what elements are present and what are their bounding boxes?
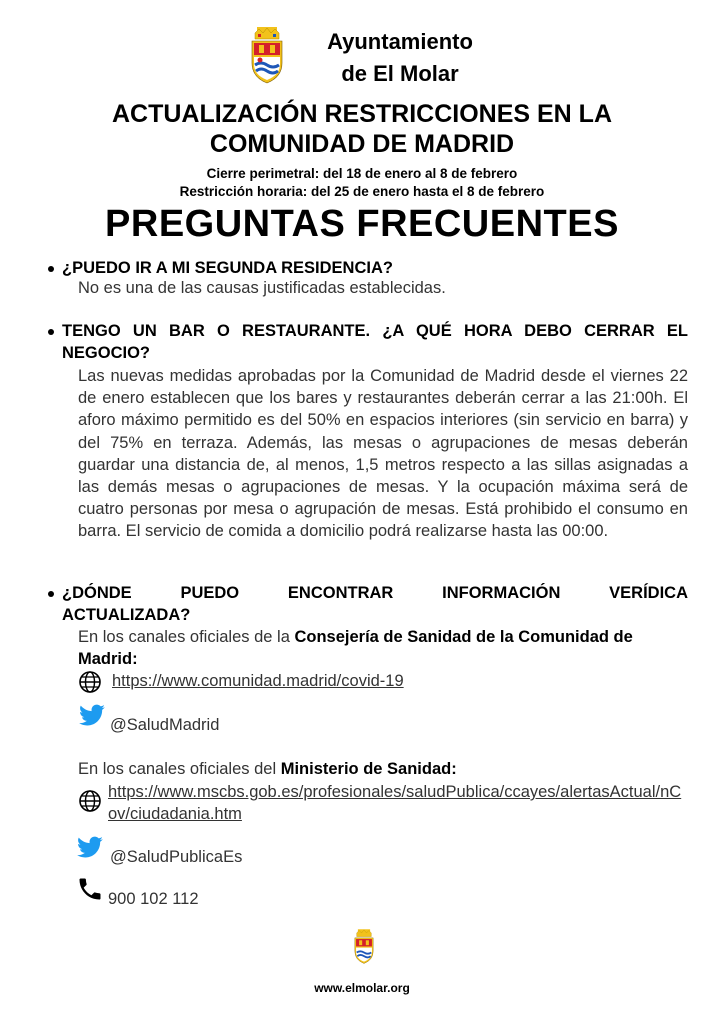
municipality-name (300, 26, 500, 90)
question-text: TENGO UN BAR O RESTAURANTE. ¿A QUÉ HORA DEBO CERRAR EL NEGOCIO? (62, 322, 688, 362)
ministry-intro (78, 758, 688, 780)
twitter-icon (76, 836, 104, 860)
ministry-link-row (78, 781, 686, 825)
salud-madrid-handle[interactable]: @SaludMadrid (110, 716, 220, 734)
municipality-line2: de El Molar (341, 61, 459, 86)
title-line1: ACTUALIZACIÓN RESTRICCIONES EN LA (112, 100, 612, 128)
question-text: ¿PUEDO IR A MI SEGUNDA RESIDENCIA? (62, 259, 393, 277)
answer-bar-restaurant: Las nuevas medidas aprobadas por la Comunidad de Madrid desde el viernes 22 de enero establecen que los bares y restaurantes deberán cerrar a las 21:00h. El aforo máximo permitido es del 50% en espacios interiores (sin servicio en barra) y del 75% en terraza. Además, las mesas o agrupaciones de mesas deberán guardar una distancia de, al menos, 1,5 metros respecto a las sillas asignadas a las demás mesas o agrupaciones de mesas. Y la ocupación máxima será de cuatro personas por mesa o agrupación de mesas. Está prohibido el consumo en barra. El servicio de comida a domicilio podrá realizarse hasta las 00:00. (78, 367, 688, 541)
page-title (40, 99, 684, 159)
phone-number[interactable]: 900 102 112 (108, 890, 199, 908)
globe-icon (78, 670, 102, 694)
footer-website-link[interactable]: www.elmolar.org (314, 981, 410, 995)
question-text-line2: ACTUALIZADA? (62, 606, 191, 624)
title-line2: COMUNIDAD DE MADRID (209, 130, 515, 158)
question-bar-restaurant (62, 320, 688, 364)
community-madrid-intro (78, 626, 688, 670)
globe-icon (78, 789, 102, 813)
phone-icon (76, 875, 104, 903)
question-official-info (62, 582, 688, 626)
bullet-point (48, 591, 54, 597)
answer-second-residence: No es una de las causas justificadas establecidas. (78, 279, 446, 297)
question-second-residence (62, 257, 688, 279)
community-madrid-covid-link[interactable]: https://www.comunidad.madrid/covid-19 (112, 672, 404, 690)
curfew-dates: Restricción horaria: del 25 de enero hasta el 8 de febrero (179, 184, 545, 199)
perimeter-closure-dates: Cierre perimetral: del 18 de enero al 8 de febrero (206, 166, 518, 181)
question-text-line1: ¿DÓNDE PUEDO ENCONTRAR INFORMACIÓN VERÍDICA (62, 584, 688, 602)
intro-prefix: En los canales oficiales del (78, 760, 281, 778)
community-madrid-link-row (78, 670, 404, 694)
intro-prefix: En los canales oficiales de la (78, 628, 295, 646)
twitter-icon (78, 704, 106, 728)
salud-publica-handle[interactable]: @SaludPublicaEs (110, 848, 243, 866)
faq-title: PREGUNTAS FRECUENTES (105, 203, 619, 245)
salud-madrid-twitter-row (78, 704, 219, 736)
phone-row (78, 875, 199, 910)
community-madrid-health-department: Consejería de Sanidad de la Comunidad de Madrid: (78, 628, 633, 669)
salud-publica-twitter-row (78, 836, 242, 868)
bullet-point (48, 266, 54, 272)
ministry-of-health: Ministerio de Sanidad: (280, 760, 457, 778)
ministry-citizen-info-link[interactable]: https://www.mscbs.gob.es/profesionales/saludPublica/ccayes/alertasActual/nCov/ciudadania.htm (108, 783, 682, 823)
bullet-point (48, 329, 54, 335)
coat-of-arms-icon (249, 27, 285, 85)
municipality-line1: Ayuntamiento (327, 29, 473, 54)
footer-coat-of-arms-icon (353, 929, 375, 965)
